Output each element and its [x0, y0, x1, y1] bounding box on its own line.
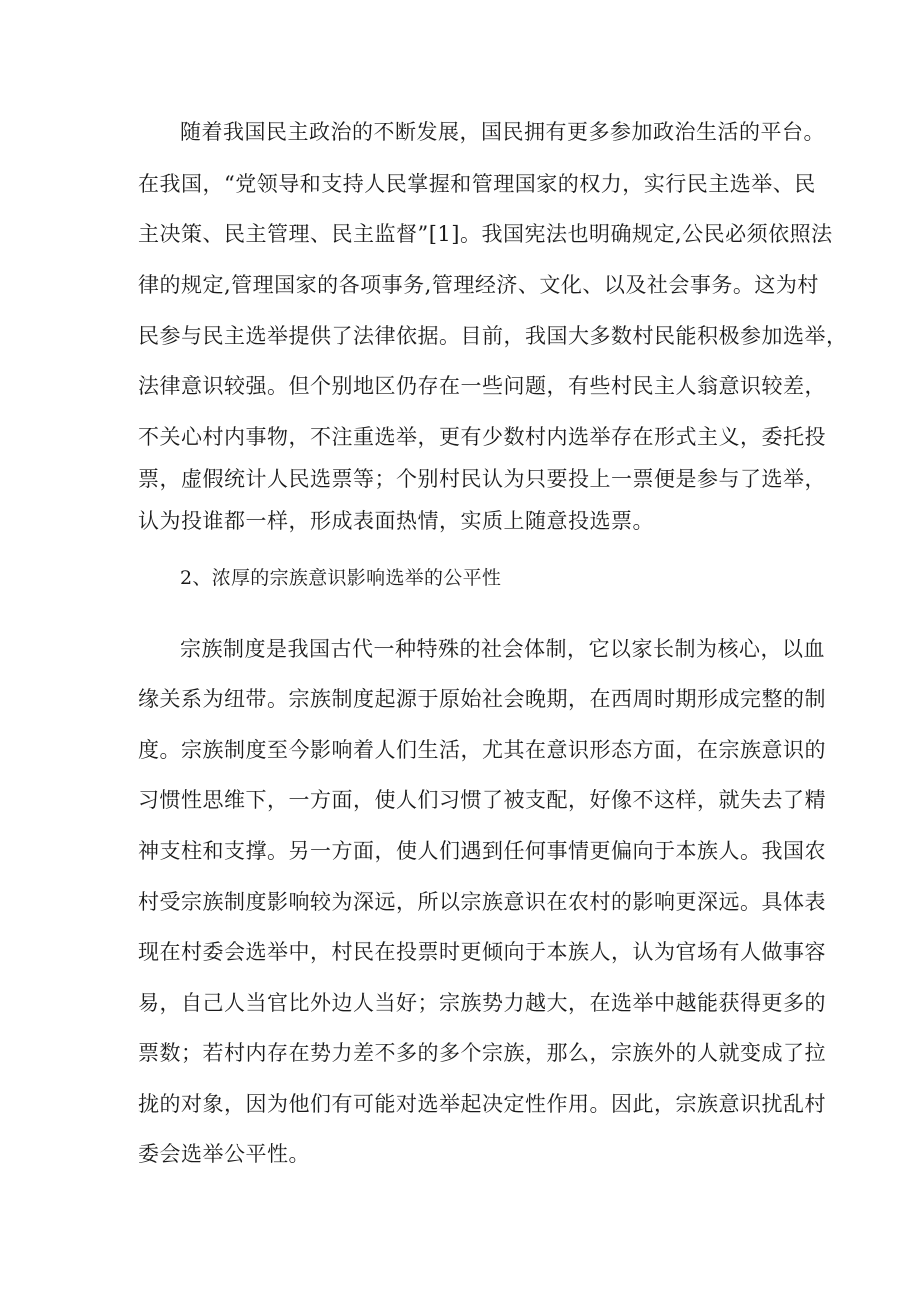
- paragraph-line: 缘关系为纽带。宗族制度起源于原始社会晚期，在西周时期形成完整的制: [138, 687, 826, 711]
- paragraph-line: 委会选举公平性。: [138, 1142, 310, 1166]
- paragraph-line: 习惯性思维下，一方面，使人们习惯了被支配，好像不这样，就失去了精: [138, 788, 826, 812]
- paragraph-line: 度。宗族制度至今影响着人们生活，尤其在意识形态方面，在宗族意识的: [138, 738, 826, 762]
- paragraph-line: 村受宗族制度影响较为深远，所以宗族意识在农村的影响更深远。具体表: [138, 890, 826, 914]
- paragraph-line: 现在村委会选举中，村民在投票时更倾向于本族人，认为官场有人做事容: [138, 940, 826, 964]
- paragraph-line: 宗族制度是我国古代一种特殊的社会体制，它以家长制为核心，以血: [180, 637, 825, 661]
- section-heading: 2、浓厚的宗族意识影响选举的公平性: [180, 567, 502, 589]
- paragraph-line: 律的规定,管理国家的各项事务,管理经济、文化、以及社会事务。这为村: [138, 273, 819, 297]
- paragraph-line: 认为投谁都一样，形成表面热情，实质上随意投选票。: [138, 509, 654, 533]
- paragraph-line: 票数；若村内存在势力差不多的多个宗族，那么，宗族外的人就变成了拉: [138, 1041, 826, 1065]
- paragraph-line: 民参与民主选举提供了法律依据。目前，我国大多数村民能积极参加选举，: [138, 324, 848, 348]
- paragraph-line: 随着我国民主政治的不断发展，国民拥有更多参加政治生活的平台。: [180, 120, 825, 144]
- paragraph-line: 不关心村内事物，不注重选举，更有少数村内选举存在形式主义，委托投: [138, 425, 826, 449]
- paragraph-line: 主决策、民主管理、民主监督”[1]。我国宪法也明确规定,公民必须依照法: [138, 222, 833, 246]
- paragraph-line: 神支柱和支撑。另一方面，使人们遇到任何事情更偏向于本族人。我国农: [138, 839, 826, 863]
- paragraph-line: 在我国，“党领导和支持人民掌握和管理国家的权力，实行民主选举、民: [138, 172, 816, 196]
- paragraph-line: 拢的对象，因为他们有可能对选举起决定性作用。因此，宗族意识扰乱村: [138, 1092, 826, 1116]
- paragraph-line: 票，虚假统计人民选票等；个别村民认为只要投上一票便是参与了选举，: [138, 467, 826, 491]
- paragraph-line: 易，自己人当官比外边人当好；宗族势力越大，在选举中越能获得更多的: [138, 991, 826, 1015]
- paragraph-line: 法律意识较强。但个别地区仍存在一些问题，有些村民主人翁意识较差，: [138, 374, 826, 398]
